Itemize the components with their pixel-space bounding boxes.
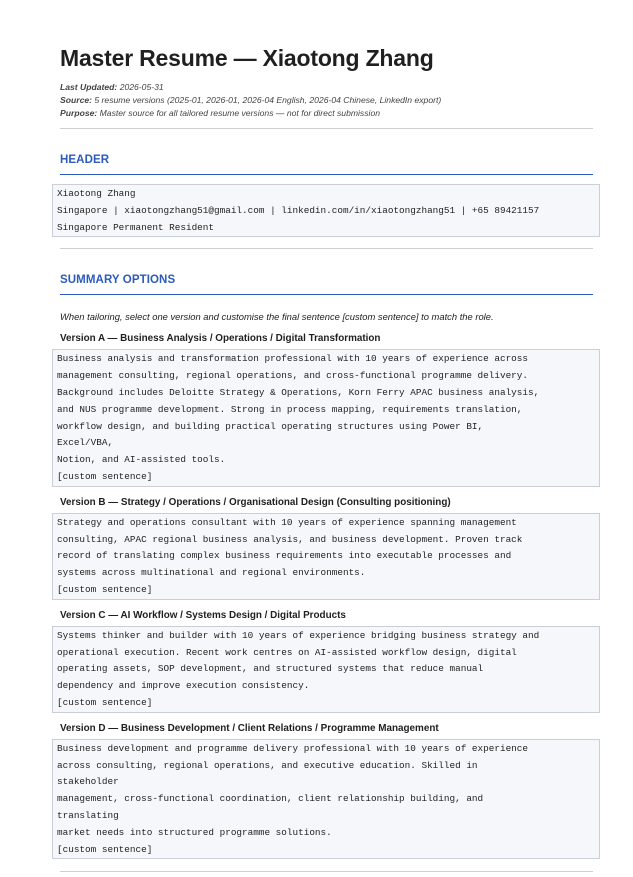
version-c-title: Version C — AI Workflow / Systems Design / Digital Products	[60, 609, 346, 621]
version-a-title: Version A — Business Analysis / Operations / Digital Transformation	[60, 333, 381, 345]
version-c-text: Systems thinker and builder with 10 years of experience bridging business strategy and operational execution. Recent work centres on AI-assisted workflow design, digital operating assets, SOP development, and structured systems that reduce manual dependency and improve execution consistency. [custom sentence]	[52, 626, 600, 713]
contact-name: Xiaotong Zhang	[57, 188, 136, 199]
summary-instructions: When tailoring, select one version and customise the final sentence [custom sentence] to match the role.	[60, 311, 494, 323]
version-d-text: Business development and programme delivery professional with 10 years of experience across consulting, regional operations, and executive education. Skilled in stakeholder management, cross-functional coordination, client relationship building, and translating market needs into structured programme solutions. [custom sentence]	[52, 739, 600, 860]
version-b-title: Version B — Strategy / Operations / Organisational Design (Consulting positioning)	[60, 496, 451, 508]
header-section-heading-wrap	[60, 153, 593, 175]
divider	[60, 128, 593, 129]
divider	[60, 248, 593, 249]
divider	[60, 871, 593, 872]
meta-last-updated: Last Updated: 2026-05-31	[60, 82, 164, 92]
meta-purpose: Purpose: Master source for all tailored resume versions — not for direct submission	[60, 108, 380, 118]
summary-section-heading-wrap	[60, 273, 593, 295]
meta-source: Source: 5 resume versions (2025-01, 2026-01, 2026-04 English, 2026-04 Chinese, LinkedIn export)	[60, 95, 442, 105]
header-contact-block	[52, 184, 600, 237]
page-title: Master Resume — Xiaotong Zhang	[60, 45, 434, 71]
header-section-heading: HEADER	[60, 154, 110, 166]
summary-section-heading: SUMMARY OPTIONS	[60, 274, 176, 287]
version-b-text: Strategy and operations consultant with 10 years of experience spanning management consulting, APAC regional business analysis, and business development. Proven track record of translating complex business requirements into executable processes and systems across multinational and regional environments. [custom sentence]	[52, 513, 600, 600]
version-d-title: Version D — Business Development / Client Relations / Programme Management	[60, 722, 439, 734]
residency-status: Singapore Permanent Resident	[57, 221, 215, 233]
document-meta	[60, 81, 592, 120]
contact-details: Singapore | xiaotongzhang51@gmail.com | linkedin.com/in/xiaotongzhang51 | +65 89421157	[57, 204, 540, 216]
version-a-text: Business analysis and transformation professional with 10 years of experience across management consulting, regional operations, and cross-functional programme delivery. Background includes Deloitte Strategy & Operations, Korn Ferry APAC business analysis, and NUS programme development. Strong in process mapping, requirements translation, workflow design, and building practical operating structures using Power BI, Excel/VBA, Notion, and AI-assisted tools. [custom sentence]	[52, 349, 600, 486]
